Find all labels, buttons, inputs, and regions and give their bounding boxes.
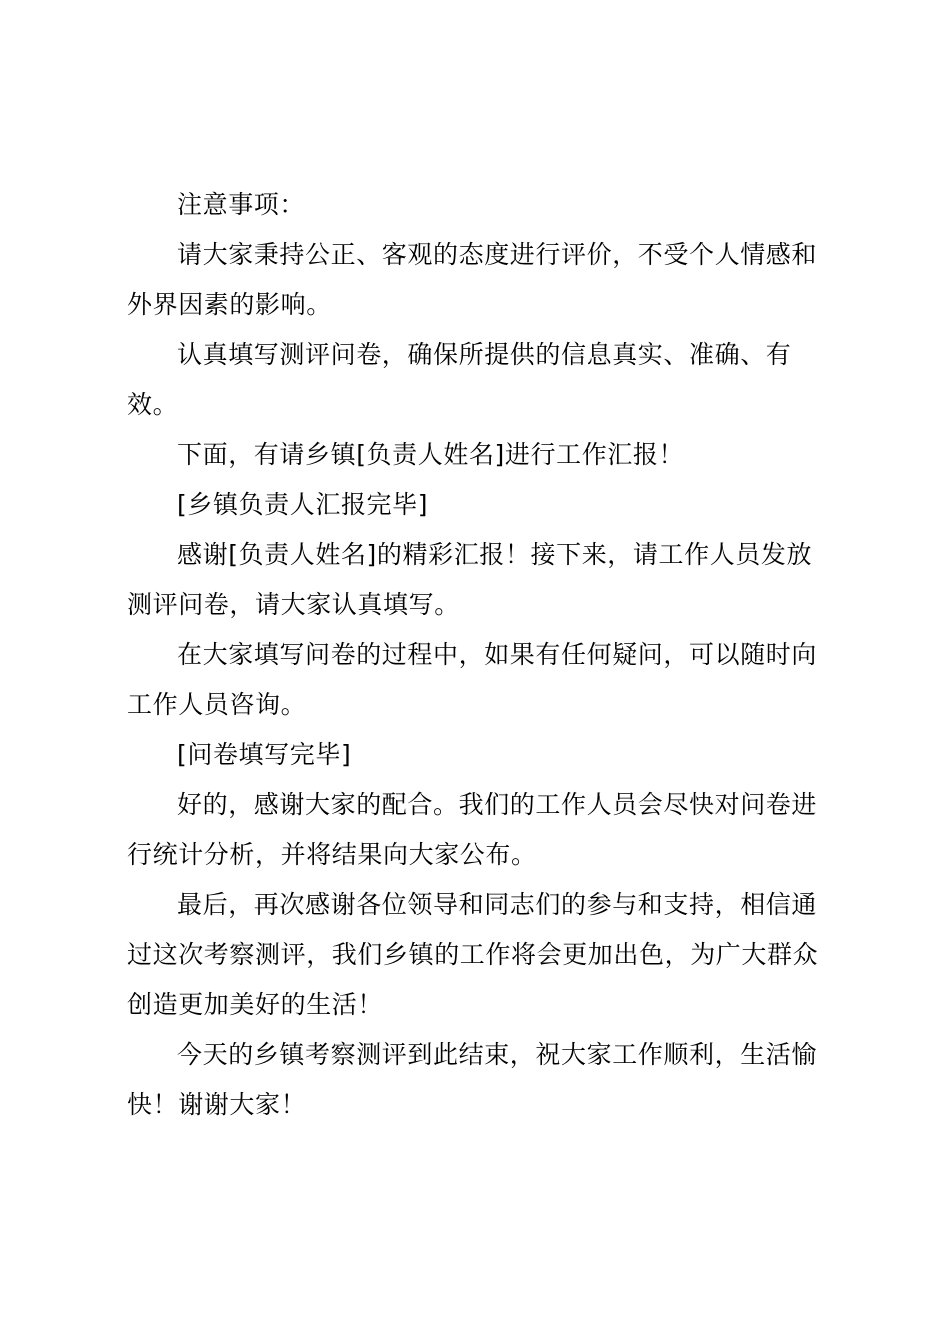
paragraph-statistics: 好的，感谢大家的配合。我们的工作人员会尽快对问卷进 行统计分析，并将结果向大家公布。	[127, 790, 818, 869]
document-body	[127, 180, 833, 1130]
paragraph-final-thanks: 最后，再次感谢各位领导和同志们的参与和支持，相信通 过这次考察测评，我们乡镇的工作将会更加出色，为广大群众 创造更加美好的生活！	[127, 890, 819, 1019]
paragraph-fill-questionnaire: 认真填写测评问卷，确保所提供的信息真实、准确、有效。	[127, 340, 792, 419]
notice-heading: 注意事项：	[177, 190, 306, 219]
paragraph-thanks-distribute: 感谢[负责人姓名]的精彩汇报！接下来，请工作人员发放 测评问卷，请大家认真填写。	[127, 540, 813, 619]
paragraph-report-finished: [乡镇负责人汇报完毕]	[177, 490, 429, 519]
paragraph-invite-report: 下面，有请乡镇[负责人姓名]进行工作汇报！	[177, 440, 685, 469]
paragraph-consult-staff: 在大家填写问卷的过程中，如果有任何疑问，可以随时向 工作人员咨询。	[127, 640, 818, 719]
paragraph-fair-evaluation: 请大家秉持公正、客观的态度进行评价，不受个人情感和 外界因素的影响。	[127, 240, 818, 319]
paragraph-questionnaire-finished: [问卷填写完毕]	[177, 740, 352, 769]
paragraph-closing: 今天的乡镇考察测评到此结束，祝大家工作顺利，生活愉 快！谢谢大家！	[127, 1040, 818, 1119]
